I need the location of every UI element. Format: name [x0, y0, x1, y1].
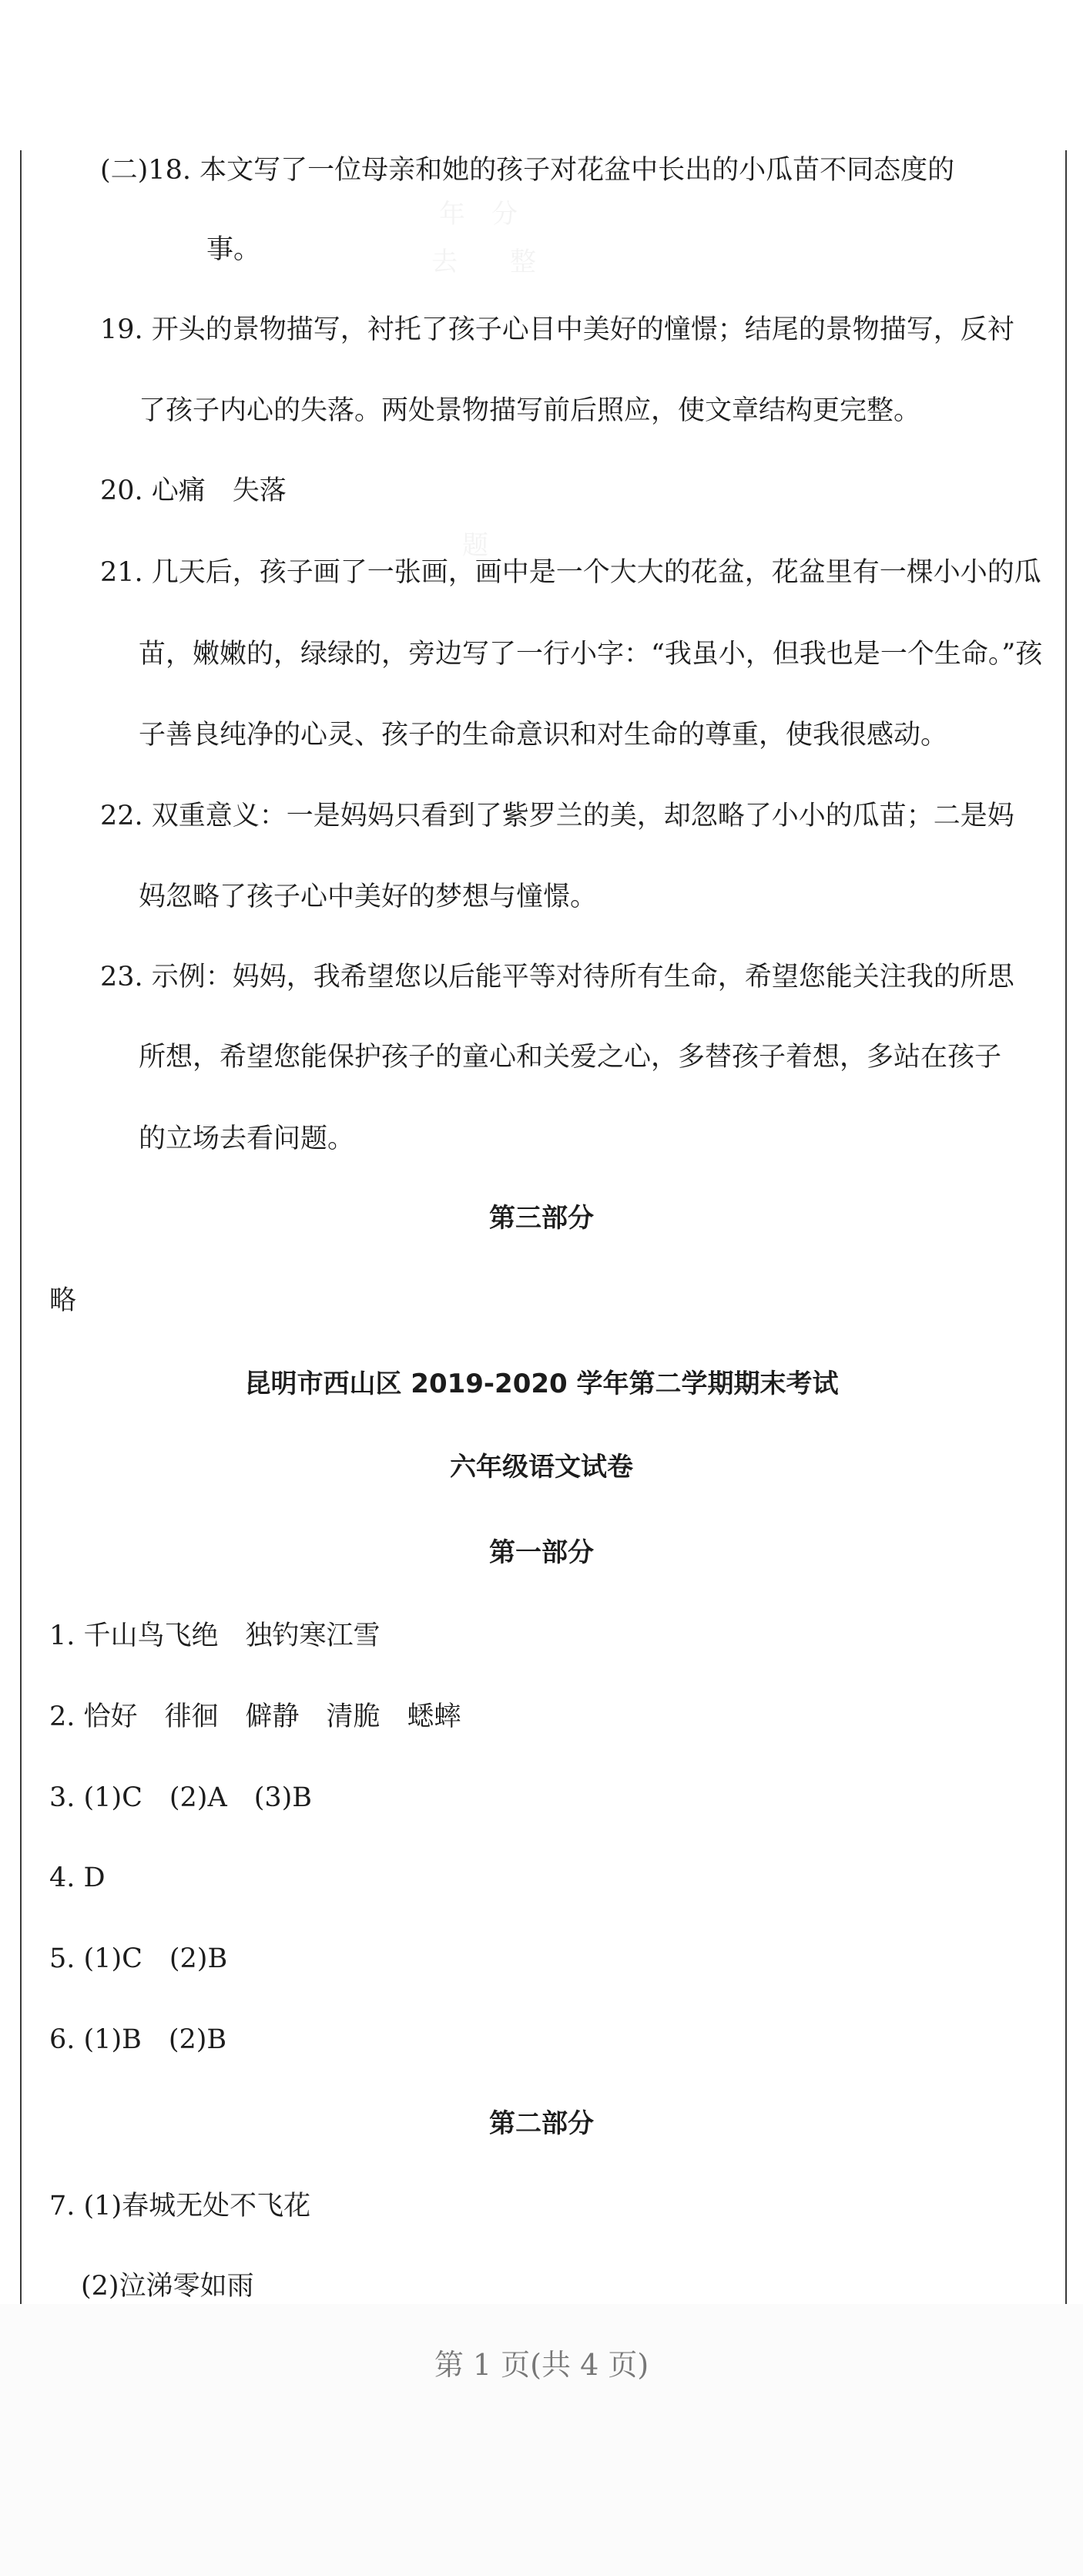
answer-line-2: 2. 恰好 徘徊 僻静 清脆 蟋蟀 [49, 1701, 461, 1732]
answer-line-7: 7. (1)春城无处不飞花 [49, 2191, 311, 2222]
answer-line-19-cont: 了孩子内心的失落。两处景物描写前后照应，使文章结构更完整。 [139, 395, 921, 426]
answer-line-23-cont: 的立场去看问题。 [139, 1123, 355, 1154]
bleed-through-mark: 去 整 [431, 247, 536, 277]
exam-subtitle: 六年级语文试卷 [450, 1452, 633, 1483]
bleed-through-mark: 题 [462, 530, 567, 561]
answer-line-22-cont: 妈忽略了孩子心中美好的梦想与憧憬。 [139, 882, 598, 912]
answer-line-4: 4. D [49, 1862, 106, 1893]
section-heading-part1: 第一部分 [489, 1537, 594, 1568]
section-heading-part3: 第三部分 [489, 1203, 594, 1234]
answer-line-18: (二)18. 本文写了一位母亲和她的孩子对花盆中长出的小瓜苗不同态度的 [100, 155, 955, 186]
answer-line-18-cont: 事。 [206, 234, 261, 265]
bleed-through-mark: 年 分 [439, 199, 518, 230]
section-heading-part2: 第二部分 [489, 2108, 594, 2139]
answer-line-1: 1. 千山鸟飞绝 独钓寒江雪 [49, 1620, 381, 1651]
part3-note: 略 [49, 1285, 77, 1316]
answer-line-6: 6. (1)B (2)B [49, 2024, 227, 2055]
answer-line-3: 3. (1)C (2)A (3)B [49, 1782, 313, 1813]
answer-line-22: 22. 双重意义：一是妈妈只看到了紫罗兰的美，却忽略了小小的瓜苗；二是妈 [100, 801, 1014, 831]
answer-line-19: 19. 开头的景物描写，衬托了孩子心目中美好的憧憬；结尾的景物描写，反衬 [100, 314, 1014, 345]
exam-title: 昆明市西山区 2019-2020 学年第二学期期末考试 [244, 1369, 839, 1399]
answer-line-7-2: (2)泣涕零如雨 [81, 2271, 254, 2302]
answer-line-5: 5. (1)C (2)B [49, 1943, 228, 1974]
answer-line-23-cont: 所想，希望您能保护孩子的童心和关爱之心，多替孩子着想，多站在孩子 [139, 1042, 1002, 1073]
answer-line-20: 20. 心痛 失落 [100, 475, 287, 506]
answer-line-21: 21. 几天后，孩子画了一张画，画中是一个大大的花盆，花盆里有一棵小小的瓜 [100, 557, 1041, 588]
answer-line-21-cont: 苗，嫩嫩的，绿绿的，旁边写了一行小字：“我虽小，但我也是一个生命。”孩 [139, 639, 1043, 670]
answer-line-23: 23. 示例：妈妈，我希望您以后能平等对待所有生命，希望您能关注我的所思 [100, 962, 1014, 992]
answer-line-21-cont: 子善良纯净的心灵、孩子的生命意识和对生命的尊重，使我很感动。 [139, 720, 948, 751]
page-footer: 第 1 页(共 4 页) [434, 2348, 649, 2382]
